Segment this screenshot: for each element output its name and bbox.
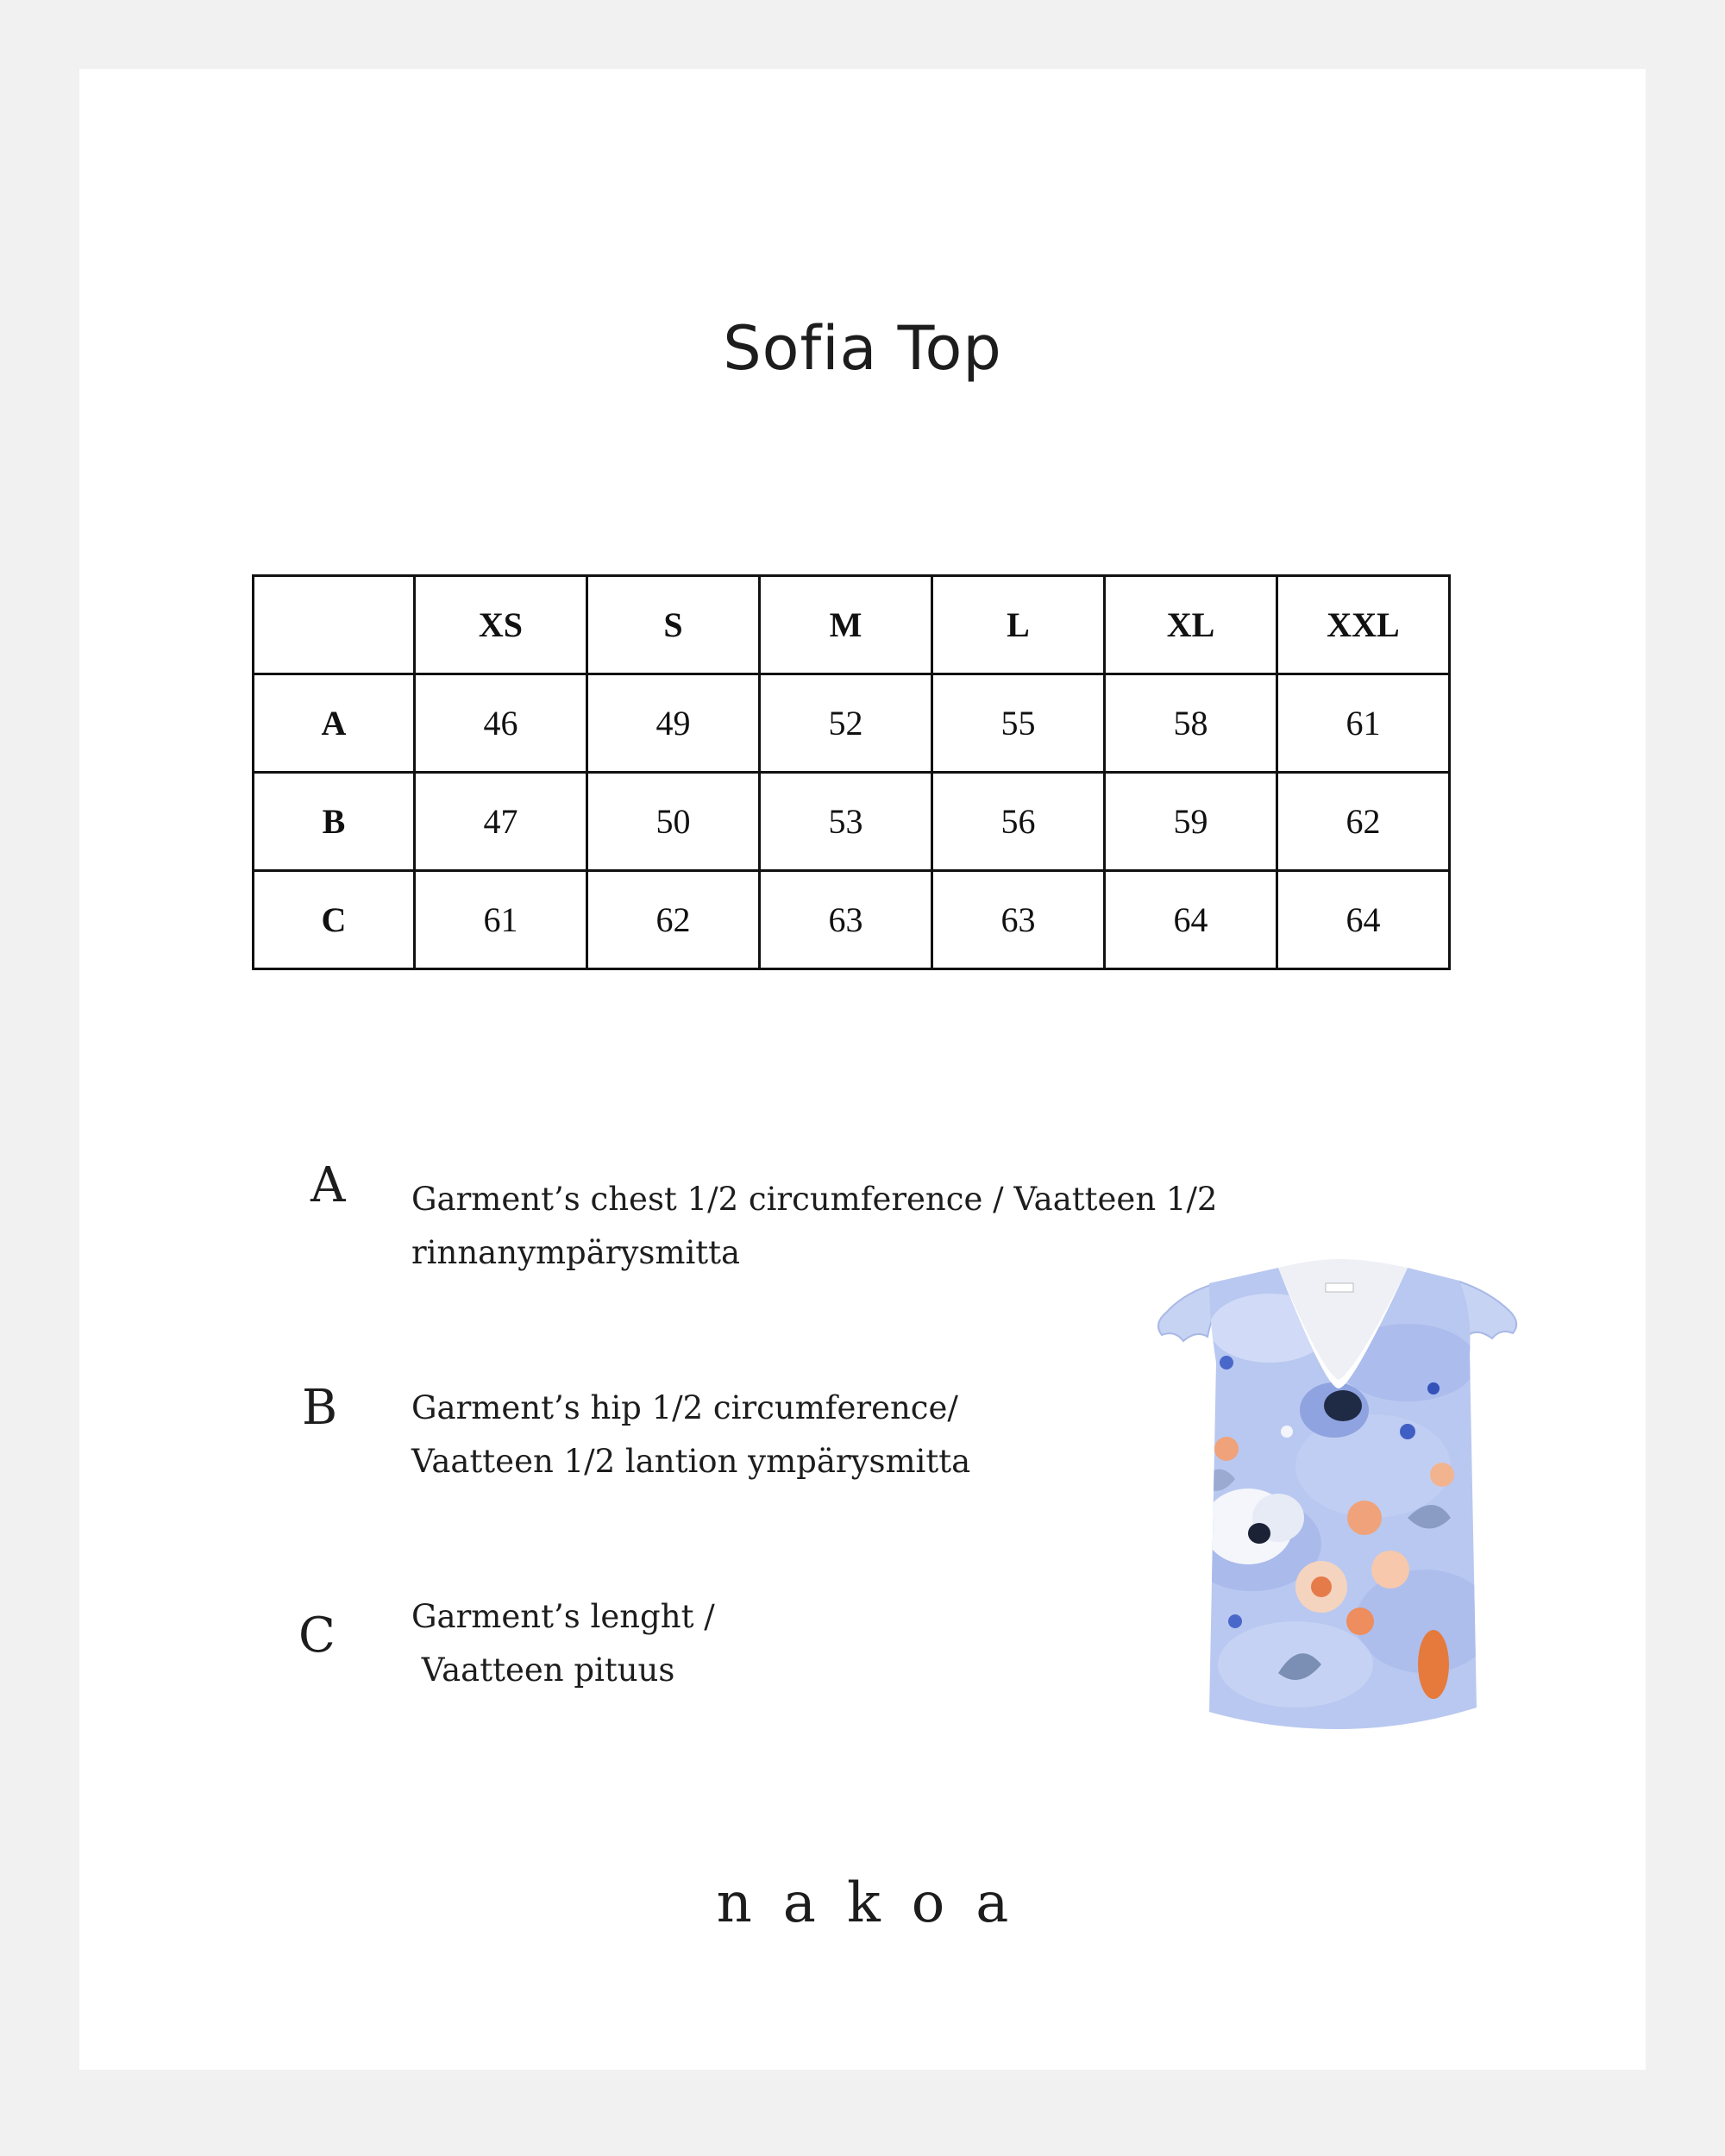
measurement-value: 61 [1277,674,1450,773]
measurement-value: 63 [760,871,932,969]
measurement-value: 56 [932,773,1105,871]
legend-line: Garment’s chest 1/2 circumference / Vaatteen 1/2 [411,1181,1218,1218]
legend-letter-b: B [302,1380,338,1436]
legend-line: Vaatteen pituus [411,1651,675,1689]
legend-description-b [411,1382,1205,1489]
legend-line: Garment’s hip 1/2 circumference/ [411,1389,958,1426]
table-row [254,871,1450,969]
legend-description-c [411,1590,1205,1697]
measurement-value: 50 [587,773,760,871]
table-corner-cell [254,576,415,674]
size-header: S [587,576,760,674]
measurement-value: 55 [932,674,1105,773]
sofia-top-product-image [1149,1259,1528,1742]
size-header: XS [415,576,587,674]
measurement-value: 59 [1105,773,1277,871]
measurement-value: 61 [415,871,587,969]
legend-line: rinnanympärysmitta [411,1234,741,1271]
size-header: L [932,576,1105,674]
measurement-value: 64 [1277,871,1450,969]
legend-letter-c: C [298,1608,336,1664]
size-guide-card [79,69,1646,2070]
size-header: XL [1105,576,1277,674]
measurement-value: 62 [587,871,760,969]
legend-letter-a: A [310,1157,346,1213]
measurement-value: 46 [415,674,587,773]
measurement-value: 53 [760,773,932,871]
table-row [254,773,1450,871]
size-header: M [760,576,932,674]
legend-line: Vaatteen 1/2 lantion ympärysmitta [411,1443,971,1480]
measurement-value: 52 [760,674,932,773]
brand-logo: nakoa [716,1871,1040,1935]
measurement-label: A [254,674,415,773]
measurement-value: 64 [1105,871,1277,969]
measurement-label: B [254,773,415,871]
table-row [254,674,1450,773]
legend-description-a [411,1173,1218,1280]
page-title: Sofia Top [723,313,1002,384]
legend-line: Garment’s lenght / [411,1598,715,1635]
size-chart-table [252,574,1451,970]
measurement-label: C [254,871,415,969]
measurement-value: 63 [932,871,1105,969]
size-header-row [254,576,1450,674]
size-header: XXL [1277,576,1450,674]
measurement-value: 58 [1105,674,1277,773]
measurement-value: 49 [587,674,760,773]
measurement-value: 47 [415,773,587,871]
measurement-value: 62 [1277,773,1450,871]
